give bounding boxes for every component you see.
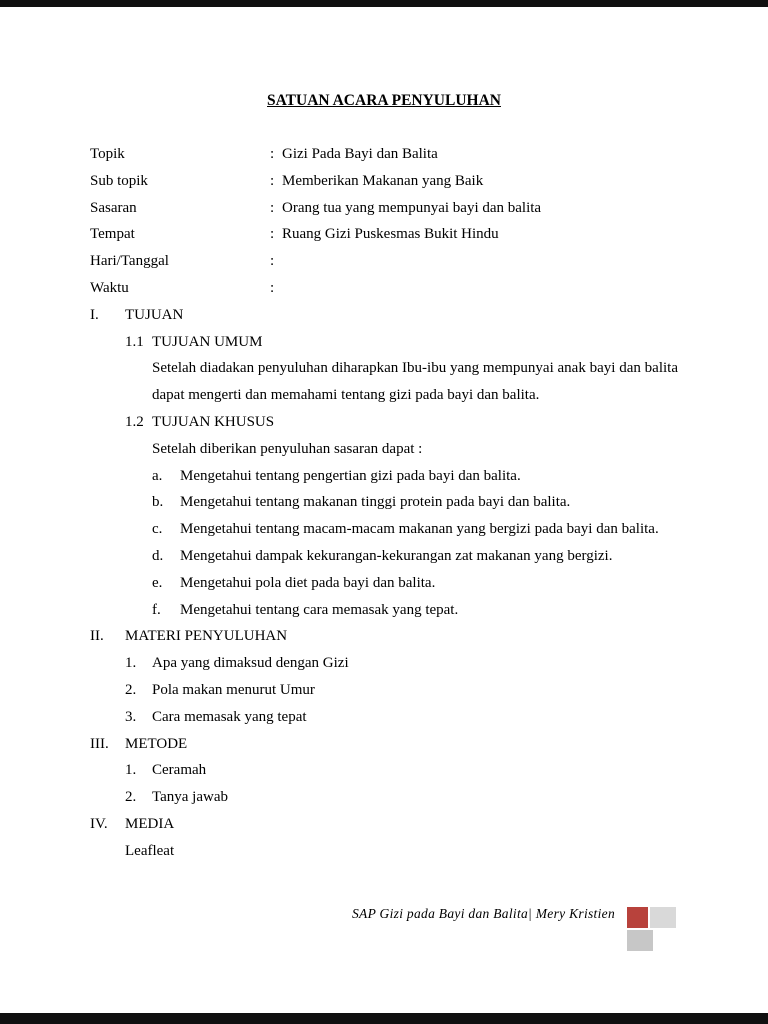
meta-label: Hari/Tanggal xyxy=(90,253,169,270)
meta-colon: : xyxy=(270,146,275,162)
section-heading-text: MATERI PENYULUHAN xyxy=(125,628,288,645)
section-heading-tujuan xyxy=(90,302,678,329)
section-heading-text: TUJUAN xyxy=(125,306,184,323)
list-marker: b. xyxy=(152,494,164,511)
meta-value: Orang tua yang mempunyai bayi dan balita xyxy=(282,199,542,216)
subsection-heading-tujuan-khusus xyxy=(125,409,678,436)
list-item xyxy=(125,650,678,677)
media-body-text: Leafleat xyxy=(125,842,175,859)
meta-label: Sasaran xyxy=(90,199,137,216)
list-item-text: Mengetahui dampak kekurangan-kekurangan zat makanan yang bergizi. xyxy=(180,547,613,564)
list-marker: 2. xyxy=(125,681,137,698)
meta-label: Tempat xyxy=(90,226,135,243)
list-item-text: Apa yang dimaksud dengan Gizi xyxy=(152,655,349,672)
footer-credit-text: SAP Gizi pada Bayi dan Balita| Mery Kristien xyxy=(351,906,615,921)
meta-colon: : xyxy=(270,226,275,243)
meta-colon: : xyxy=(270,172,275,189)
section-numeral: IV. xyxy=(90,815,108,832)
list-item xyxy=(125,704,678,731)
list-item-text: Cara memasak yang tepat xyxy=(152,708,307,725)
meta-label: Sub topik xyxy=(90,172,148,189)
section-heading-metode xyxy=(90,731,678,758)
list-marker: 3. xyxy=(125,708,137,725)
list-item-text: Mengetahui tentang cara memasak yang tepat. xyxy=(180,601,459,618)
list-marker: a. xyxy=(152,467,163,484)
footer-gray-square xyxy=(627,930,653,951)
list-item-text: Pola makan menurut Umur xyxy=(152,681,315,698)
list-marker: e. xyxy=(152,574,163,591)
subsection-number: 1.1 xyxy=(125,333,144,350)
meta-label: Waktu xyxy=(90,279,129,296)
document-body xyxy=(90,141,678,865)
list-item-text: Mengetahui tentang makanan tinggi protein pada bayi dan balita. xyxy=(180,494,571,511)
meta-value: Gizi Pada Bayi dan Balita xyxy=(282,146,438,162)
list-item xyxy=(125,784,678,811)
meta-row-topik xyxy=(90,141,678,168)
list-marker: 2. xyxy=(125,789,137,806)
bottom-border-bar xyxy=(0,1013,768,1024)
tujuan-umum-paragraph: Setelah diadakan penyuluhan diharapkan Ibu-ibu yang mempunyai anak bayi dan balita dapat mengerti dan memahami tentang gizi pada bayi dan balita. xyxy=(152,360,678,404)
meta-colon: : xyxy=(270,253,275,270)
meta-label: Topik xyxy=(90,146,125,162)
meta-colon: : xyxy=(270,199,275,216)
meta-colon: : xyxy=(270,279,275,296)
list-item xyxy=(125,677,678,704)
section-numeral: I. xyxy=(90,306,99,323)
subsection-heading-text: TUJUAN UMUM xyxy=(152,333,263,350)
tujuan-khusus-intro: Setelah diberikan penyuluhan sasaran dapat : xyxy=(152,440,423,457)
list-marker: 1. xyxy=(125,762,137,779)
meta-row-hari-tanggal xyxy=(90,248,678,275)
top-border-bar xyxy=(0,0,768,7)
footer-light-gray-square xyxy=(650,907,676,928)
section-heading-text: MEDIA xyxy=(125,815,175,832)
footer-red-square xyxy=(627,907,648,928)
section-numeral: III. xyxy=(90,735,109,752)
list-item xyxy=(152,489,678,516)
list-marker: f. xyxy=(152,601,161,618)
subsection-heading-text: TUJUAN KHUSUS xyxy=(152,413,275,430)
subsection-heading-tujuan-umum xyxy=(125,329,678,356)
section-heading-text: METODE xyxy=(125,735,188,752)
list-item-text: Tanya jawab xyxy=(152,789,228,806)
meta-value: Memberikan Makanan yang Baik xyxy=(282,172,484,189)
list-item xyxy=(152,516,678,543)
document-title xyxy=(0,92,768,110)
meta-row-sasaran xyxy=(90,195,678,222)
meta-value: Ruang Gizi Puskesmas Bukit Hindu xyxy=(282,226,499,243)
meta-row-tempat xyxy=(90,221,678,248)
list-item xyxy=(125,757,678,784)
meta-row-waktu xyxy=(90,275,678,302)
list-item-text: Mengetahui pola diet pada bayi dan balita. xyxy=(180,574,436,591)
list-item xyxy=(152,570,678,597)
list-item-text: Ceramah xyxy=(152,762,207,779)
list-item xyxy=(152,543,678,570)
list-marker: 1. xyxy=(125,655,137,672)
list-item-text: Mengetahui tentang macam-macam makanan yang bergizi pada bayi dan balita. xyxy=(180,521,659,538)
list-marker: c. xyxy=(152,521,163,538)
section-numeral: II. xyxy=(90,628,104,645)
list-item-text: Mengetahui tentang pengertian gizi pada bayi dan balita. xyxy=(180,467,521,484)
subsection-number: 1.2 xyxy=(125,413,144,430)
list-item xyxy=(152,463,678,490)
section-heading-materi xyxy=(90,623,678,650)
list-item xyxy=(152,597,678,624)
list-marker: d. xyxy=(152,547,164,564)
document-title-text: SATUAN ACARA PENYULUHAN xyxy=(267,92,501,109)
section-heading-media xyxy=(90,811,678,838)
meta-row-subtopik xyxy=(90,168,678,195)
